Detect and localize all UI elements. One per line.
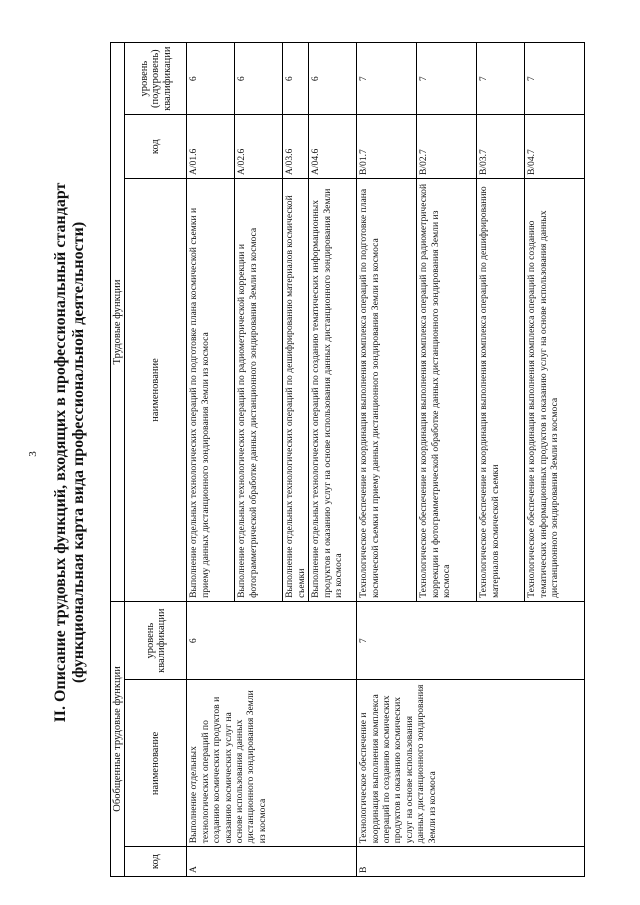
function-name: Технологическое обеспечение и координация выполнения комплекса операций по созданию тематических информационных продуктов и оказанию услуг на основе использования данных дистанционного зондирования Земли из космоса [525, 179, 585, 602]
header-sublevel: уровень (подуровень) квалификации [125, 43, 187, 115]
function-code: А/01.6 [187, 115, 235, 179]
group-code: А [187, 847, 357, 877]
function-name: Выполнение отдельных технологических операций по радиометрической коррекции и фотограмметрической обработке данных дистанционного зондирования Земли из космоса [235, 179, 283, 602]
group-code: В [357, 847, 585, 877]
group-level: 6 [187, 601, 357, 680]
subtitle-line: (функциональная карта вида профессиональной деятельности) [70, 221, 87, 684]
function-level: 6 [187, 43, 235, 115]
header-function-name: наименование [125, 179, 187, 602]
title-line: II. Описание трудовых функций, входящих в профессиональный стандарт [52, 182, 69, 723]
header-generalized: Обобщенные трудовые функции [111, 601, 125, 876]
function-level: 6 [283, 43, 309, 115]
page-title [52, 0, 88, 905]
group-level: 7 [357, 601, 585, 680]
functions-table [110, 42, 585, 877]
function-name: Технологическое обеспечение и координация выполнения комплекса операций по дешифрированию материалов космической съемки [477, 179, 525, 602]
header-code: код [125, 847, 187, 877]
group-name: Технологическое обеспечение и координация выполнения комплекса операций по созданию космических продуктов и оказанию космических услуг на основе использования данных дистанционного зондирования Земли из космоса [357, 680, 585, 847]
function-level: 7 [357, 43, 417, 115]
function-code: В/03.7 [477, 115, 525, 179]
header-name: наименование [125, 680, 187, 847]
function-code: В/04.7 [525, 115, 585, 179]
function-level: 7 [477, 43, 525, 115]
function-level: 6 [309, 43, 357, 115]
function-code: А/03.6 [283, 115, 309, 179]
header-labor: Трудовые функции [111, 43, 125, 602]
header-level: уровень квалификации [125, 601, 187, 680]
function-name: Выполнение отдельных технологических операций по дешифрированию материалов космической съемки [283, 179, 309, 602]
function-code: В/02.7 [417, 115, 477, 179]
table-row [357, 43, 417, 877]
function-code: А/02.6 [235, 115, 283, 179]
header-function-code: код [125, 115, 187, 179]
function-level: 6 [235, 43, 283, 115]
function-name: Технологическое обеспечение и координация выполнения комплекса операций по подготовке плана космической съемки и приему данных дистанционного зондирования Земли из космоса [357, 179, 417, 602]
function-name: Выполнение отдельных технологических операций по созданию тематических информационных продуктов и оказанию услуг на основе использования данных дистанционного зондирования Земли из космоса [309, 179, 357, 602]
page-number: 3 [26, 451, 39, 457]
function-level: 7 [525, 43, 585, 115]
function-code: В/01.7 [357, 115, 417, 179]
function-name: Выполнение отдельных технологических операций по подготовке плана космической съемки и приему данных дистанционного зондирования Земли из космоса [187, 179, 235, 602]
group-name: Выполнение отдельных технологических операций по созданию космических продуктов и оказанию космических услуг на основе использования данных дистанционного зондирования Земли из космоса [187, 680, 357, 847]
table-row [187, 43, 235, 877]
function-name: Технологическое обеспечение и координация выполнения комплекса операций по радиометрической коррекции и фотограмметрической обработке данных дистанционного зондирования Земли из космоса [417, 179, 477, 602]
function-code: А/04.6 [309, 115, 357, 179]
function-level: 7 [417, 43, 477, 115]
